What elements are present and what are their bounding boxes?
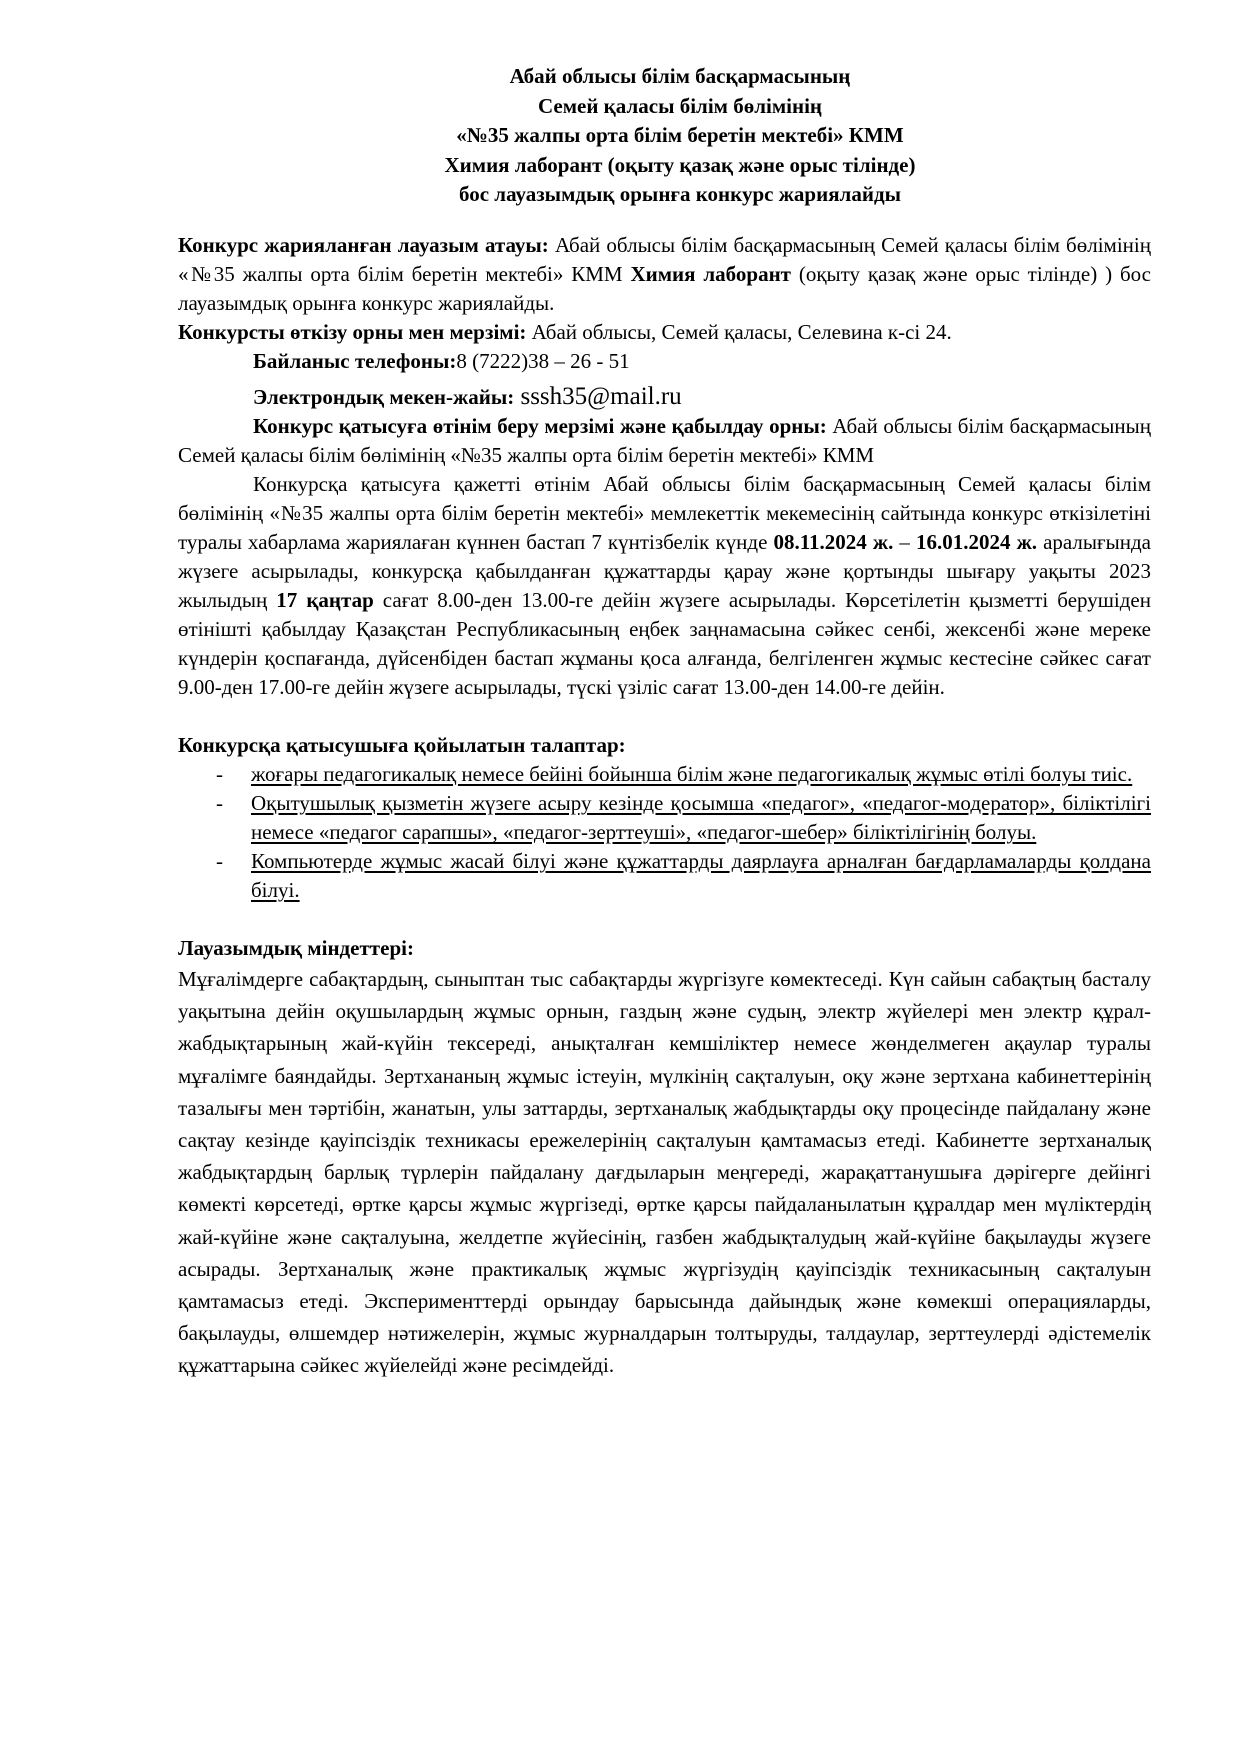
date-from: 08.11.2024 ж.	[773, 530, 894, 554]
email-address: sssh35@mail.ru	[514, 383, 682, 410]
email-line	[178, 382, 1151, 412]
position-text-2: (оқыту қазақ және орыс тілінде) ) бос лауазымдық орынға конкурс жариялайды.	[178, 262, 1151, 315]
document-body	[178, 231, 1151, 1382]
procedure-text-1: Конкурсқа қатысуға қажетті өтінім Абай облысы білім басқармасының Семей қаласы білім бөлімінің «№35 жалпы орта білім беретін мектебі» мемлекеттік мекемесінің сайтында конкурс өткізілетіні туралы хабарлама жариялаған күннен бастап 7 күнтізбелік күнде	[178, 472, 1151, 554]
date-to: 16.01.2024 ж.	[916, 530, 1038, 554]
procedure-text-4: сағат 8.00-ден 13.00-ге дейін жүзеге асырылады. Көрсетілетін қызметті берушіден өтінішті қабылдау Қазақстан Республикасының еңбек заңнамасына сәйкес сенбі, жексенбі және мереке күндерін қоспағанда, дүйсенбіден бастап жұманы қоса алғанда, белгіленген жұмыс кестесіне сәйкес сағат 9.00-ден 17.00-ге дейін жүзеге асырылады, түскі үзіліс сағат 13.00-ден 14.00-ге дейін.	[178, 588, 1151, 699]
requirement-text: Компьютерде жұмыс жасай білуі және құжаттарды даярлауға арналған бағдарламаларды қолдана білуі.	[251, 849, 1151, 902]
heading-line-5: бос лауазымдық орынға конкурс жариялайды	[459, 182, 901, 206]
procedure-dash: –	[893, 530, 916, 554]
email-label: Электрондық мекен-жайы:	[253, 385, 515, 409]
venue-label: Конкурсты өткізу орны мен мерзімі:	[178, 320, 527, 344]
application-paragraph	[178, 412, 1151, 470]
heading-line-2: Семей қаласы білім бөлімінің	[537, 93, 823, 118]
position-label: Конкурс жарияланған лауазым атауы:	[178, 233, 549, 257]
application-label: Конкурс қатысуға өтінім беру мерзімі және қабылдау орны:	[253, 414, 827, 438]
procedure-paragraph	[178, 470, 1151, 702]
phone-label: Байланыс телефоны:	[253, 349, 457, 373]
requirement-text: Оқытушылық қызметін жүзеге асыру кезінде қосымша «педагог», «педагог-модератор», біліктілігі немесе «педагог сарапшы», «педагог-зерттеуші», «педагог-шебер» біліктілігінің болуы.	[251, 791, 1151, 844]
heading-line-1: Абай облысы білім басқармасының	[509, 64, 851, 88]
bullet-dash: -	[216, 762, 223, 786]
position-paragraph	[178, 231, 1151, 318]
announcement-heading	[300, 62, 1060, 210]
requirement-item	[178, 789, 1151, 847]
venue-paragraph	[178, 318, 1151, 347]
requirement-text: жоғары педагогикалық немесе бейіні бойынша білім және педагогикалық жұмыс өтілі болуы тиіс.	[251, 762, 1133, 786]
heading-line-3: «№35 жалпы орта білім беретін мектебі» КММ	[456, 123, 904, 147]
requirements-title: Конкурсқа қатысушыға қойылатын талаптар:	[178, 733, 626, 757]
venue-text: Абай облысы, Семей қаласы, Селевина к-сі 24.	[526, 320, 952, 344]
application-text: Абай облысы білім басқармасының Семей қаласы білім бөлімінің «№35 жалпы орта білім беретін мектебі» КММ	[178, 414, 1151, 467]
phone-value: 8 (7222)38 – 26 - 51	[456, 349, 630, 373]
position-text-1: Абай облысы білім басқармасының Семей қаласы білім бөлімінің «№35 жалпы орта білім беретін мектебі» КММ	[178, 233, 1151, 286]
requirement-item	[178, 760, 1151, 789]
review-date: 17 қаңтар	[276, 588, 374, 612]
spacer	[178, 702, 1151, 731]
position-title: Химия лаборант	[630, 262, 791, 286]
bullet-dash: -	[216, 849, 223, 873]
heading-line-4: Химия лаборант (оқыту қазақ және орыс тілінде)	[444, 152, 916, 177]
duties-title: Лауазымдық міндеттері:	[178, 936, 414, 960]
requirement-item	[178, 847, 1151, 905]
requirements-list	[178, 760, 1151, 905]
spacer	[178, 905, 1151, 934]
procedure-text-3: аралығында жүзеге асырылады, конкурсқа қабылданған құжаттарды қарау және қортынды шығару уақыты 2023 жылыдың	[178, 530, 1151, 612]
phone-line	[178, 347, 1151, 376]
duties-text: Мұғалімдерге сабақтардың, сыныптан тыс сабақтарды жүргізуге көмектеседі. Күн сайын сабақтың басталу уақытына дейін оқушылардың жұмыс орнын, газдың және судың, электр жүйелері мен электр құрал-жабдықтарының жай-күйін тексереді, анықталған кемшіліктер немесе жөнделмеген ақаулар туралы мұғалімге баяндайды. Зертхананың жұмыс істеуін, мүлкінің сақталуын, оқу және зертхана кабинеттерінің тазалығы мен тәртібін, жанатын, улы заттарды, зертханалық жабдықтарды оқу процесінде пайдалану және сақтау кезінде қауіпсіздік техникасы ережелерінің сақталуын қамтамасыз етеді. Кабинетте зертханалық жабдықтардың барлық түрлерін пайдалану дағдыларын меңгереді, жарақаттанушыға дәрігерге дейінгі көмекті көрсетеді, өртке қарсы жұмыс жүргізеді, өртке қарсы пайдаланылатын құралдар мен мүліктердің жай-күйіне және сақталуына, желдетпе жүйесінің, газбен жабдықталудың жай-күйіне бақылауды жүзеге асырады. Зертханалық және практикалық жұмыс жүргізудің қауіпсіздік техникасының сақталуын қамтамасыз етеді. Эксперименттерді орындау барысында дайындық және көмекші операцияларды, бақылауды, өлшемдер нәтижелерін, жұмыс журналдарын толтыруды, талдаулар, зерттеулерді әдістемелік құжаттарына сәйкес жүйелейді және ресімдейді.	[178, 967, 1151, 1378]
bullet-dash: -	[216, 791, 223, 815]
